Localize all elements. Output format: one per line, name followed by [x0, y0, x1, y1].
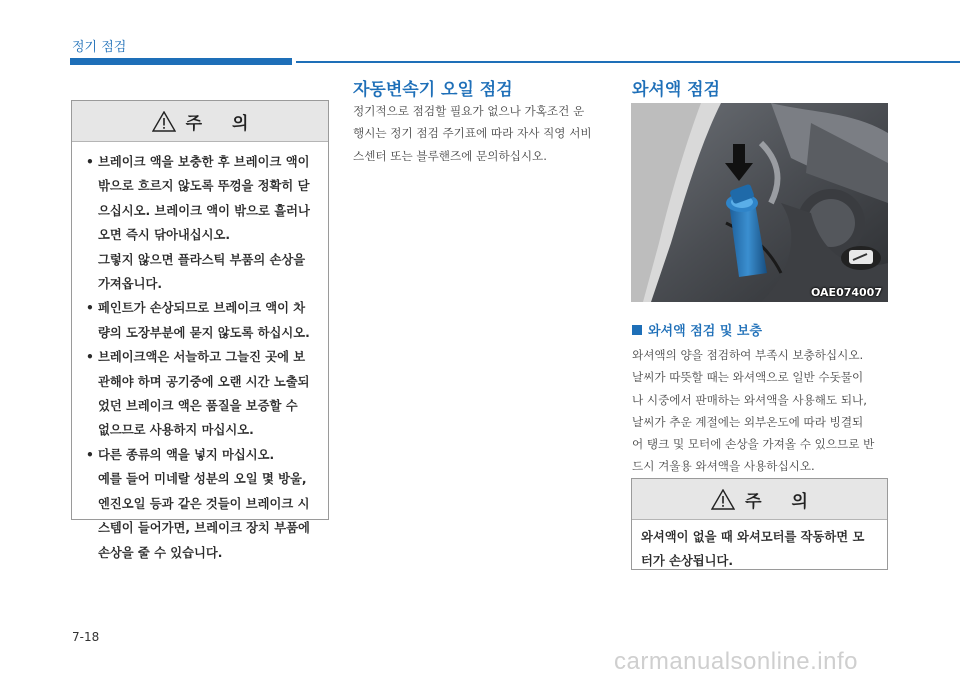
caution-line: 량의 도장부분에 묻지 않도록 하십시오.	[98, 325, 310, 340]
atf-body-line: 스센터 또는 블루핸즈에 문의하십시오.	[353, 148, 547, 163]
caution-heading: 주 의	[185, 113, 249, 134]
caution-header	[632, 479, 887, 520]
atf-body	[353, 100, 613, 167]
square-bullet-icon	[632, 325, 642, 335]
washer-reservoir-photo	[631, 103, 888, 302]
caution-line: 그렇지 않으면 플라스틱 부품의 손상을	[98, 252, 306, 267]
section-header-title: 정기 점검	[72, 40, 127, 55]
atf-body-line: 행시는 정기 점검 주기표에 따라 자사 직영 서비	[353, 126, 592, 141]
caution-header	[72, 101, 328, 142]
caution-line: 으십시오. 브레이크 액이 밖으로 흘러나	[98, 203, 310, 218]
caution-line: • 다른 종류의 액을 넣지 마십시오.	[98, 447, 275, 462]
caution-line: 터가 손상됩니다.	[641, 554, 734, 568]
caution-line: 와셔액이 없을 때 와셔모터를 작동하면 모	[641, 530, 865, 544]
washer-body-line: 날씨가 따뜻할 때는 와셔액으로 일반 수돗물이	[632, 370, 864, 385]
watermark: carmanualsonline.info	[614, 648, 858, 675]
caution-item	[86, 296, 318, 345]
washer-section-title: 와셔액 점검	[632, 80, 721, 100]
washer-body-line: 나 시중에서 판매하는 와셔액을 사용해도 되나,	[632, 392, 867, 407]
caution-line: • 브레이크액은 서늘하고 그늘진 곳에 보	[98, 350, 306, 365]
washer-caution-box	[631, 478, 888, 570]
caution-line: • 페인트가 손상되므로 브레이크 액이 차	[98, 301, 306, 316]
header-rule-thick	[70, 58, 292, 65]
caution-line: 엔진오일 등과 같은 것들이 브레이크 시	[98, 496, 310, 511]
caution-item	[86, 443, 318, 565]
caution-line: 오면 즉시 닦아내십시오.	[98, 228, 231, 243]
caution-item	[86, 150, 318, 296]
caution-heading: 주 의	[745, 491, 808, 512]
caution-line: 가져옵니다.	[98, 277, 163, 292]
caution-line: 없으므로 사용하지 마십시오.	[98, 423, 254, 438]
caution-line: 었던 브레이크 액은 품질을 보증할 수	[98, 399, 298, 414]
caution-line: • 브레이크 액을 보충한 후 브레이크 액이	[98, 155, 310, 169]
washer-subsection-title	[632, 320, 762, 339]
caution-list	[72, 142, 328, 565]
engine-bay-illustration	[631, 103, 888, 302]
caution-text	[632, 520, 887, 573]
washer-body	[632, 344, 892, 478]
washer-body-line: 드시 겨울용 와셔액을 사용하십시오.	[632, 459, 815, 474]
caution-line: 스템이 들어가면, 브레이크 장치 부품에	[98, 521, 310, 536]
photo-code: OAE074007	[810, 286, 882, 299]
warning-triangle-icon	[711, 489, 735, 510]
page-number: 7-18	[72, 630, 100, 644]
caution-line: 손상을 줄 수 있습니다.	[98, 545, 223, 560]
warning-triangle-icon	[152, 111, 176, 132]
washer-body-line: 날씨가 추운 계절에는 외부온도에 따라 빙결되	[632, 414, 864, 429]
atf-section-title: 자동변속기 오일 점검	[353, 80, 513, 100]
washer-body-line: 어 탱크 및 모터에 손상을 가져올 수 있으므로 반	[632, 437, 875, 452]
caution-line: 예를 들어 미네랄 성분의 오일 몇 방울,	[98, 472, 307, 487]
subsection-title-text: 와셔액 점검 및 보충	[648, 324, 763, 339]
caution-line: 관해야 하며 공기중에 오랜 시간 노출되	[98, 374, 310, 389]
washer-body-line: 와셔액의 양을 점검하여 부족시 보충하십시오.	[632, 348, 864, 362]
caution-item	[86, 345, 318, 443]
atf-body-line: 정기적으로 점검할 필요가 없으나 가혹조건 운	[353, 104, 585, 118]
header-rule-thin	[296, 61, 960, 63]
brake-fluid-caution-box	[71, 100, 329, 560]
caution-line: 밖으로 흐르지 않도록 뚜껑을 정확히 닫	[98, 179, 310, 194]
